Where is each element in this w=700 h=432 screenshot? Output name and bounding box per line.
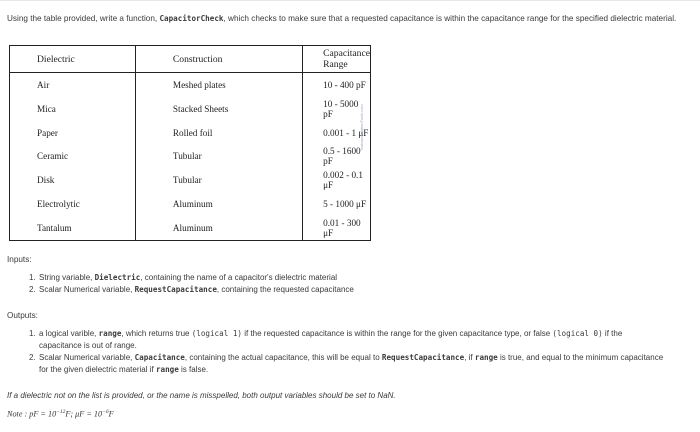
nan-note: If a dielectric not on the list is provided, or the name is misspelled, both output variables should be set to NaN.: [7, 391, 396, 400]
cell-range: 0.002 - 0.1 μF: [303, 168, 370, 192]
code-request-capacitance: RequestCapacitance: [381, 353, 465, 362]
cell-dielectric: Tantalum: [37, 223, 72, 234]
item-text: , which returns true: [121, 329, 192, 338]
cell-dielectric: Paper: [37, 127, 58, 138]
outputs-list: [29, 328, 664, 376]
formula-text: F: [108, 409, 114, 419]
cell-dielectric: Ceramic: [37, 151, 69, 162]
cell-dielectric: Electrolytic: [37, 199, 80, 210]
item-text: , if: [464, 353, 475, 362]
cell-construction: Tubular: [135, 168, 302, 192]
item-text: , containing the requested capacitance: [216, 285, 354, 294]
cell-construction: Rolled foil: [135, 121, 302, 145]
list-item: [29, 352, 664, 376]
cell-construction: Aluminum: [135, 216, 302, 240]
outputs-label: Outputs:: [7, 311, 38, 320]
header-construction: Construction: [135, 46, 302, 73]
cell-dielectric: Mica: [37, 103, 56, 114]
item-text: Scalar Numerical variable,: [39, 285, 135, 294]
code-range: range: [98, 329, 122, 338]
cell-range: 0.01 - 300 μF: [303, 216, 370, 240]
cell-construction: Stacked Sheets: [135, 97, 302, 121]
cell-range: 10 - 400 pF: [303, 73, 370, 97]
list-number: 2.: [29, 353, 36, 362]
cell-construction: Meshed plates: [135, 73, 302, 97]
cell-range: 0.5 - 1600 pF: [303, 145, 370, 169]
list-item: [29, 272, 689, 284]
intro-text-end: , which checks to make sure that a requested capacitance is within the capacitance range for the specified dielectric material.: [223, 14, 677, 23]
function-name: CapacitorCheck: [159, 14, 224, 23]
cell-range: 5 - 1000 μF: [303, 192, 370, 216]
table-row: [10, 216, 370, 240]
problem-intro: [7, 13, 687, 25]
item-text: String variable,: [39, 273, 95, 282]
table-row: [10, 168, 370, 192]
watermark: InstrumentationTools.com: [359, 104, 364, 150]
cell-construction: Tubular: [135, 145, 302, 169]
header-dielectric: Dielectric: [10, 46, 135, 73]
list-number: 1.: [29, 329, 36, 338]
code-request-capacitance: RequestCapacitance: [134, 285, 217, 294]
top-divider: [0, 0, 700, 1]
list-number: 1.: [29, 273, 36, 282]
table-row: [10, 145, 370, 169]
item-text: is true, and equal to the minimum capacitance for the given dielectric material if: [39, 353, 664, 374]
table-row: [10, 73, 370, 97]
cell-range: 0.001 - 1 μF: [303, 121, 370, 145]
list-item: [29, 284, 689, 296]
header-capacitance-range: Capacitance Range: [303, 46, 370, 73]
code-logical-1: (logical 1): [191, 329, 242, 338]
formula-text: F; μF = 10: [65, 409, 103, 419]
item-text: , containing the name of a capacitor's dielectric material: [140, 273, 338, 282]
code-dielectric: Dielectric: [94, 273, 141, 282]
item-text: is false.: [178, 365, 209, 374]
cell-range: 10 - 5000 pF: [303, 97, 370, 121]
item-text: if the capacitance is out of range.: [39, 329, 623, 350]
formula-text: Note : pF = 10: [7, 409, 57, 419]
inputs-label: Inputs:: [7, 255, 32, 264]
list-number: 2.: [29, 285, 36, 294]
table-row: [10, 121, 370, 145]
code-range: range: [474, 353, 498, 362]
code-logical-0: (logical 0): [552, 329, 603, 338]
item-text: a logical varible,: [39, 329, 99, 338]
cell-dielectric: Disk: [37, 175, 55, 186]
item-text: , containing the actual capacitance, this will be equal to: [184, 353, 382, 362]
table-row: [10, 192, 370, 216]
list-item: [29, 328, 664, 352]
item-text: Scalar Numerical variable,: [39, 353, 135, 362]
table-header-row: [10, 46, 370, 73]
item-text: if the requested capacitance is within the range for the given capacitance type, or false: [242, 329, 553, 338]
cell-dielectric: Air: [37, 79, 50, 90]
unit-formula: [7, 409, 114, 419]
capacitor-table: [9, 45, 371, 241]
table-row: [10, 97, 370, 121]
cell-construction: Aluminum: [135, 192, 302, 216]
formula-exponent: −12: [56, 409, 66, 415]
code-range: range: [155, 365, 179, 374]
intro-text: Using the table provided, write a function,: [7, 14, 160, 23]
inputs-list: [29, 272, 689, 296]
formula-exponent: −6: [102, 409, 109, 415]
code-capacitance: Capacitance: [134, 353, 185, 362]
